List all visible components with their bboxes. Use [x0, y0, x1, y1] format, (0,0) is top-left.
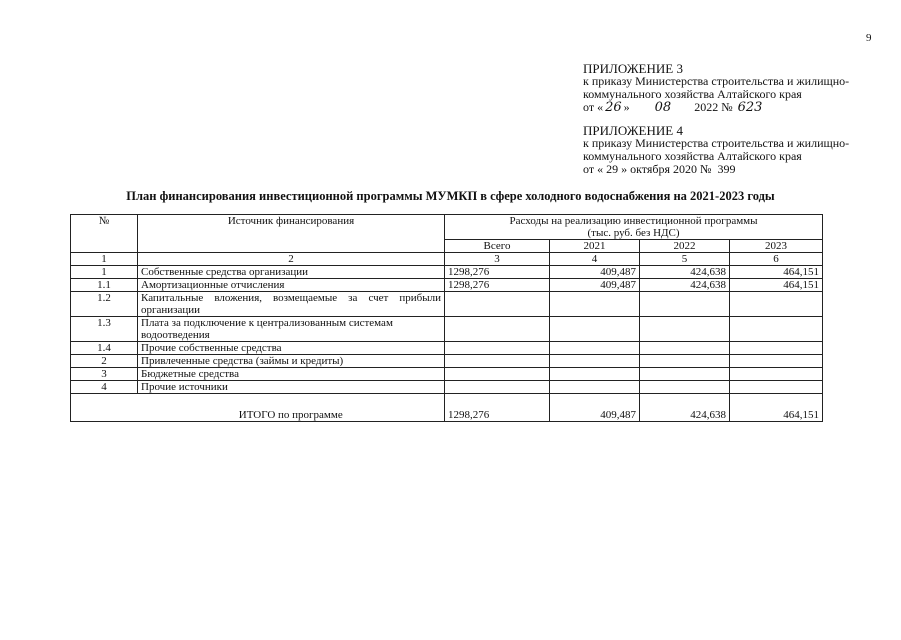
header-expenses: Расходы на реализацию инвестиционной программы (тыс. руб. без НДС): [445, 215, 823, 240]
row-2023: [730, 381, 823, 394]
row-2021: [550, 292, 640, 317]
header-total: Всего: [445, 240, 550, 253]
financing-table: [70, 214, 823, 422]
appendix-3-title: ПРИЛОЖЕНИЕ 3: [583, 61, 683, 76]
index-row: [71, 253, 823, 266]
header-source: Источник финансирования: [138, 215, 445, 253]
header-no: №: [71, 215, 138, 253]
row-no: 1.2: [71, 292, 138, 317]
row-source: Плата за подключение к централизованным системам водоотведения: [138, 317, 445, 342]
row-source: Капитальные вложения, возмещаемые за счет прибыли организации: [138, 292, 445, 317]
row-2023: [730, 317, 823, 342]
appendix-4-title: ПРИЛОЖЕНИЕ 4: [583, 123, 683, 138]
appendix-3-date: от « 26 » 08 2022 № 623: [583, 100, 763, 115]
row-2023: 464,151: [730, 279, 823, 292]
row-2022: 424,638: [640, 266, 730, 279]
row-2022: [640, 355, 730, 368]
table-header-row: [71, 215, 823, 240]
row-2021: [550, 342, 640, 355]
row-source: Бюджетные средства: [138, 368, 445, 381]
row-2021: [550, 368, 640, 381]
handwritten-day: 26: [605, 100, 622, 115]
appendix-4-block: [583, 124, 849, 176]
row-total: [445, 292, 550, 317]
row-total: 1298,276: [445, 266, 550, 279]
row-no: 2: [71, 355, 138, 368]
row-source: Амортизационные отчисления: [138, 279, 445, 292]
page-number: 9: [866, 32, 872, 44]
row-total: [445, 368, 550, 381]
index-cell: 3: [445, 253, 550, 266]
table-row: [71, 279, 823, 292]
row-2022: [640, 292, 730, 317]
row-2023: [730, 368, 823, 381]
appendix-4-date: от « 29 » октября 2020 № 399: [583, 162, 736, 176]
header-2021: 2021: [550, 240, 640, 253]
total-2023: 464,151: [730, 394, 823, 422]
index-cell: 6: [730, 253, 823, 266]
table-row: [71, 266, 823, 279]
row-no: 4: [71, 381, 138, 394]
table-row: [71, 381, 823, 394]
table-row: [71, 342, 823, 355]
row-total: [445, 355, 550, 368]
row-2023: 464,151: [730, 266, 823, 279]
total-2022: 424,638: [640, 394, 730, 422]
row-2023: [730, 355, 823, 368]
table-total-row: [71, 394, 823, 422]
total-no-cell: [71, 394, 138, 422]
table-row: [71, 317, 823, 342]
row-total: 1298,276: [445, 279, 550, 292]
row-2021: [550, 317, 640, 342]
row-no: 1: [71, 266, 138, 279]
row-2023: [730, 292, 823, 317]
handwritten-month: 08: [654, 100, 672, 115]
index-cell: 2: [138, 253, 445, 266]
total-2021: 409,487: [550, 394, 640, 422]
row-source: Прочие источники: [138, 381, 445, 394]
row-no: 1.4: [71, 342, 138, 355]
total-label: ИТОГО по программе: [138, 394, 445, 422]
row-source: Собственные средства организации: [138, 266, 445, 279]
row-2022: 424,638: [640, 279, 730, 292]
table-row: [71, 368, 823, 381]
row-no: 3: [71, 368, 138, 381]
row-source: Прочие собственные средства: [138, 342, 445, 355]
row-total: [445, 317, 550, 342]
total-all: 1298,276: [445, 394, 550, 422]
row-total: [445, 342, 550, 355]
appendix-4-line1: к приказу Министерства строительства и жилищно-: [583, 136, 850, 150]
row-2022: [640, 381, 730, 394]
row-2021: 409,487: [550, 266, 640, 279]
row-2022: [640, 342, 730, 355]
row-2022: [640, 368, 730, 381]
row-2023: [730, 342, 823, 355]
row-total: [445, 381, 550, 394]
table-row: [71, 292, 823, 317]
row-2021: 409,487: [550, 279, 640, 292]
index-cell: 5: [640, 253, 730, 266]
appendix-3-line2: коммунального хозяйства Алтайского края: [583, 87, 802, 101]
row-no: 1.1: [71, 279, 138, 292]
appendix-3-block: [583, 62, 849, 114]
row-source: Привлеченные средства (займы и кредиты): [138, 355, 445, 368]
row-2021: [550, 355, 640, 368]
header-2022: 2022: [640, 240, 730, 253]
row-2022: [640, 317, 730, 342]
header-2023: 2023: [730, 240, 823, 253]
row-no: 1.3: [71, 317, 138, 342]
index-cell: 1: [71, 253, 138, 266]
document-heading: План финансирования инвестиционной программы МУМКП в сфере холодного водоснабжения на 2021-2023 годы: [126, 189, 775, 203]
appendix-4-line2: коммунального хозяйства Алтайского края: [583, 149, 802, 163]
appendix-3-line1: к приказу Министерства строительства и жилищно-: [583, 74, 850, 88]
index-cell: 4: [550, 253, 640, 266]
row-2021: [550, 381, 640, 394]
table-row: [71, 355, 823, 368]
handwritten-number: 623: [737, 100, 763, 115]
